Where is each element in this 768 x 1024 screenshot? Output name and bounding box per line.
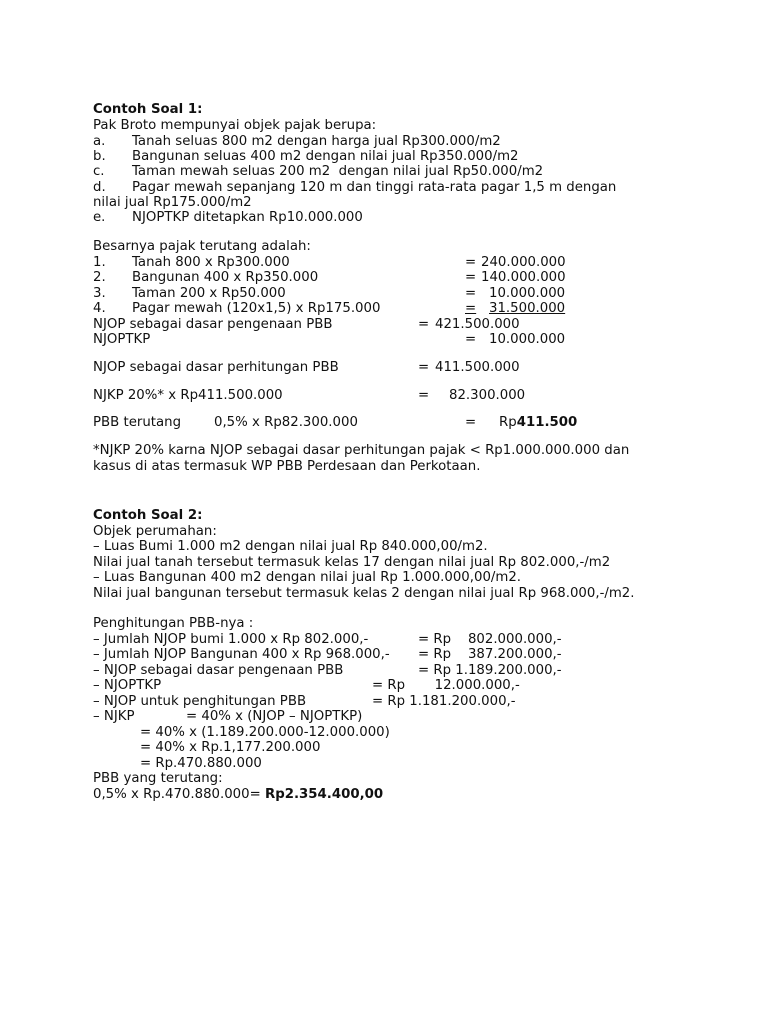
soal1-item-text: Tanah seluas 800 m2 dengan harga jual Rp300.000/m2 (132, 134, 501, 149)
soal1-item-marker: b. (93, 149, 106, 164)
pbb-result (499, 415, 577, 431)
njoptkp-label: NJOPTKP (93, 332, 151, 347)
njop-pengenaan-value: 421.500.000 (435, 317, 520, 332)
soal1-item-text: NJOPTKP ditetapkan Rp10.000.000 (132, 210, 363, 225)
soal1-item-continuation: nilai jual Rp175.000/m2 (93, 195, 252, 210)
soal1-item-marker: c. (93, 164, 105, 179)
calc-row-value: 31.500.000 (489, 301, 566, 316)
soal1-item-text: Taman mewah seluas 200 m2 dengan nilai jual Rp50.000/m2 (132, 164, 544, 179)
soal2-calc-value: = Rp 1.189.200.000,- (418, 663, 562, 678)
soal2-title: Contoh Soal 2: (93, 508, 203, 523)
soal2-njkp-step: = 40% x Rp.1,177.200.000 (140, 740, 321, 755)
soal1-note: kasus di atas termasuk WP PBB Perdesaan dan Perkotaan. (93, 459, 481, 474)
soal2-calc-label: – Jumlah NJOP Bangunan 400 x Rp 968.000,- (93, 647, 390, 662)
njop-perhitungan-equals: = (418, 360, 430, 375)
soal1-calc-heading: Besarnya pajak terutang adalah: (93, 239, 311, 254)
njkp-label: NJKP 20%* x Rp411.500.000 (93, 388, 283, 403)
soal2-njkp-step: = Rp.470.880.000 (140, 756, 262, 771)
soal2-pbb-line (93, 787, 383, 803)
calc-row-number: 3. (93, 286, 106, 301)
calc-row-value: 240.000.000 (481, 255, 566, 270)
pbb-currency: Rp (499, 415, 517, 430)
soal2-calc-value: = Rp 387.200.000,- (418, 647, 562, 662)
soal2-line: Nilai jual bangunan tersebut termasuk kelas 2 dengan nilai jual Rp 968.000,-/m2. (93, 586, 635, 601)
calc-row-label: Bangunan 400 x Rp350.000 (132, 270, 319, 285)
soal2-line: Objek perumahan: (93, 524, 217, 539)
pbb-formula: 0,5% x Rp82.300.000 (214, 415, 358, 430)
calc-row-equals: = (465, 286, 477, 301)
njop-perhitungan-value: 411.500.000 (435, 360, 520, 375)
calc-row-number: 4. (93, 301, 106, 316)
soal1-note: *NJKP 20% karna NJOP sebagai dasar perhitungan pajak < Rp1.000.000.000 dan (93, 443, 630, 458)
soal1-intro: Pak Broto mempunyai objek pajak berupa: (93, 118, 377, 133)
njkp-equals: = (418, 388, 430, 403)
soal1-item-text: Pagar mewah sepanjang 120 m dan tinggi rata-rata pagar 1,5 m dengan (132, 180, 617, 195)
njop-perhitungan-label: NJOP sebagai dasar perhitungan PBB (93, 360, 339, 375)
soal2-njkp-label: – NJKP (93, 709, 135, 724)
njkp-value: 82.300.000 (449, 388, 526, 403)
calc-row-equals: = (465, 301, 477, 316)
soal2-line: – Luas Bumi 1.000 m2 dengan nilai jual Rp 840.000,00/m2. (93, 539, 488, 554)
calc-row-equals: = (465, 255, 477, 270)
soal2-line: Nilai jual tanah tersebut termasuk kelas 17 dengan nilai jual Rp 802.000,-/m2 (93, 555, 611, 570)
soal2-line: – Luas Bangunan 400 m2 dengan nilai jual Rp 1.000.000,00/m2. (93, 570, 522, 585)
soal2-pbb-result: Rp2.354.400,00 (264, 787, 384, 802)
calc-row-value: 140.000.000 (481, 270, 566, 285)
soal2-calc-label: – NJOP sebagai dasar pengenaan PBB (93, 663, 344, 678)
soal2-njkp-step: = 40% x (1.189.200.000-12.000.000) (140, 725, 390, 740)
soal1-title: Contoh Soal 1: (93, 102, 203, 117)
soal2-calc-label: – NJOPTKP (93, 678, 162, 693)
calc-row-number: 2. (93, 270, 106, 285)
pbb-equals: = (465, 415, 477, 430)
njoptkp-value: 10.000.000 (489, 332, 566, 347)
soal2-calc-value: = Rp 1.181.200.000,- (372, 694, 516, 709)
njop-pengenaan-label: NJOP sebagai dasar pengenaan PBB (93, 317, 333, 332)
calc-row-equals: = (465, 270, 477, 285)
calc-row-value: 10.000.000 (489, 286, 566, 301)
njoptkp-equals: = (465, 332, 477, 347)
soal2-calc-heading: Penghitungan PBB-nya : (93, 616, 254, 631)
soal2-calc-value: = Rp 802.000.000,- (418, 632, 562, 647)
soal2-pbb-heading: PBB yang terutang: (93, 771, 223, 786)
calc-row-label: Taman 200 x Rp50.000 (132, 286, 286, 301)
njop-pengenaan-equals: = (418, 317, 430, 332)
soal2-njkp-formula: = 40% x (NJOP – NJOPTKP) (186, 709, 363, 724)
soal2-calc-label: – NJOP untuk penghitungan PBB (93, 694, 307, 709)
soal1-item-text: Bangunan seluas 400 m2 dengan nilai jual Rp350.000/m2 (132, 149, 519, 164)
soal1-item-marker: e. (93, 210, 106, 225)
calc-row-number: 1. (93, 255, 106, 270)
soal1-item-marker: d. (93, 180, 106, 195)
calc-row-label: Tanah 800 x Rp300.000 (132, 255, 290, 270)
pbb-label: PBB terutang (93, 415, 182, 430)
soal2-pbb-formula: 0,5% x Rp.470.880.000= (93, 787, 261, 802)
soal2-calc-label: – Jumlah NJOP bumi 1.000 x Rp 802.000,- (93, 632, 369, 647)
pbb-value: 411.500 (516, 415, 578, 430)
calc-row-label: Pagar mewah (120x1,5) x Rp175.000 (132, 301, 381, 316)
soal1-item-marker: a. (93, 134, 106, 149)
soal2-calc-value: = Rp 12.000.000,- (372, 678, 520, 693)
